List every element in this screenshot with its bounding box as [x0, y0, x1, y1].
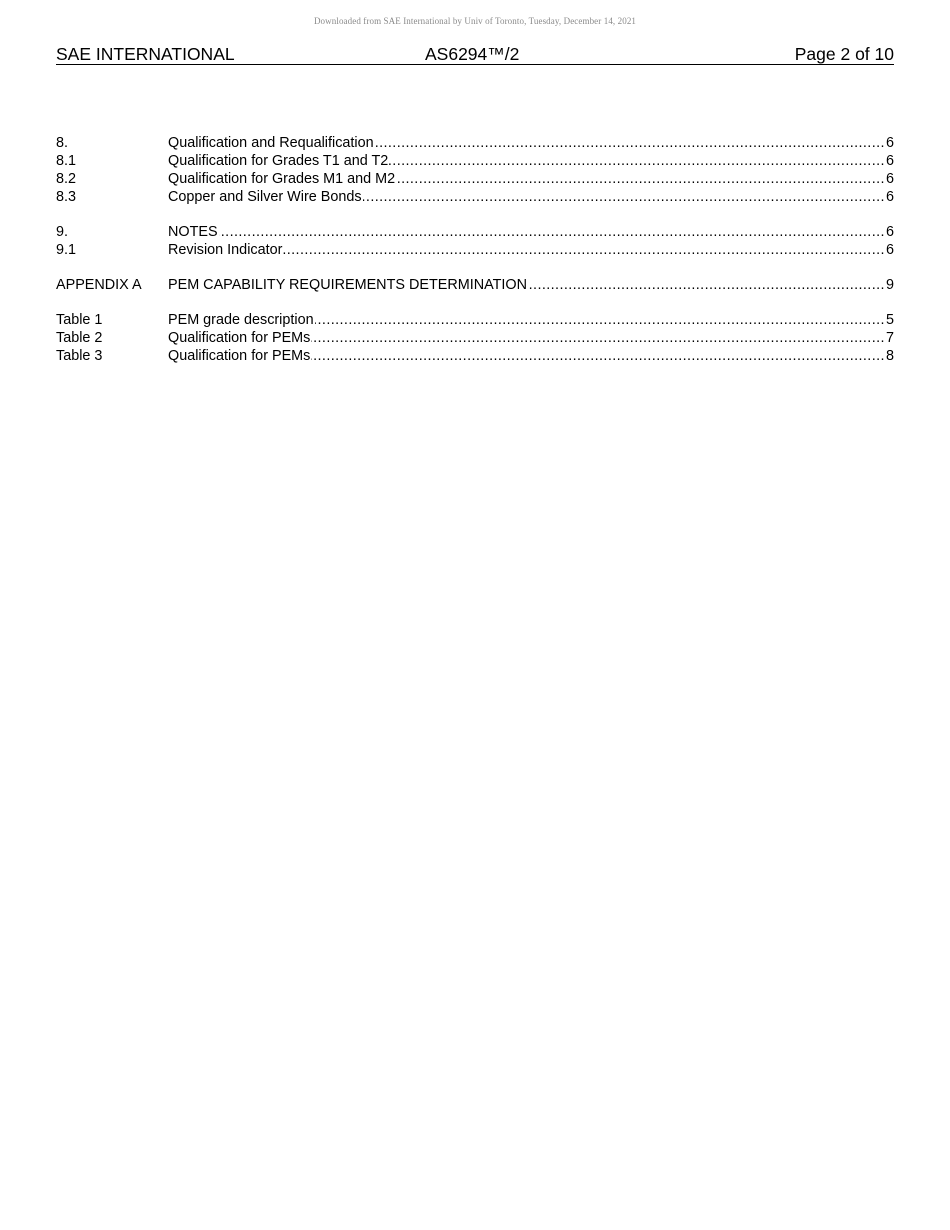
toc-entry-number: 9.1 [56, 242, 77, 258]
toc-entry-title: NOTES [168, 224, 218, 240]
toc-entry-title: Qualification for PEMs [168, 330, 311, 346]
toc-entry-number: Table 3 [56, 348, 103, 364]
toc-entry-number: 8.3 [56, 189, 77, 205]
toc-entry-page: 6 [885, 224, 894, 240]
toc-entry-title: Revision Indicator [168, 242, 283, 258]
toc-entry-table-3[interactable] [56, 347, 894, 365]
toc-entry-number: 9. [56, 224, 69, 240]
toc-entry-table-2[interactable] [56, 329, 894, 347]
toc-entry-8-2[interactable] [56, 170, 894, 188]
toc-entry-title: PEM CAPABILITY REQUIREMENTS DETERMINATION [168, 277, 528, 293]
toc-entry-number: 8.1 [56, 153, 77, 169]
page-header [56, 44, 894, 65]
toc-entry-number: Table 1 [56, 312, 103, 328]
toc-entry-page: 6 [885, 171, 894, 187]
table-of-contents [56, 134, 894, 382]
toc-entry-appendix-a[interactable] [56, 276, 894, 294]
toc-entry-number: 8. [56, 135, 69, 151]
toc-entry-page: 9 [885, 277, 894, 293]
toc-entry-title: Qualification for Grades T1 and T2 [168, 153, 389, 169]
toc-entry-page: 6 [885, 189, 894, 205]
toc-entry-number: 8.2 [56, 171, 77, 187]
document-id: AS6294™/2 [425, 44, 520, 64]
toc-entry-title: PEM grade description [168, 312, 314, 328]
toc-entry-8-3[interactable] [56, 188, 894, 206]
page-number: Page 2 of 10 [794, 44, 894, 64]
toc-entry-title: Copper and Silver Wire Bonds [168, 189, 362, 205]
toc-entry-page: 5 [885, 312, 894, 328]
toc-entry-title: Qualification for PEMs [168, 348, 311, 364]
toc-entry-title: Qualification and Requalification [168, 135, 374, 151]
download-watermark: Downloaded from SAE International by Univ of Toronto, Tuesday, December 14, 2021 [313, 16, 637, 26]
toc-entry-9-1[interactable] [56, 241, 894, 259]
toc-entry-9[interactable] [56, 223, 894, 241]
toc-entry-table-1[interactable] [56, 311, 894, 329]
toc-group-tables [56, 311, 894, 365]
toc-entry-page: 6 [885, 135, 894, 151]
toc-entry-page: 8 [885, 348, 894, 364]
toc-group-section-8 [56, 134, 894, 206]
toc-entry-page: 6 [885, 153, 894, 169]
organization-name: SAE INTERNATIONAL [56, 44, 235, 64]
toc-entry-8-1[interactable] [56, 152, 894, 170]
toc-entry-page: 7 [885, 330, 894, 346]
toc-entry-8[interactable] [56, 134, 894, 152]
toc-group-section-9 [56, 223, 894, 259]
toc-group-appendix [56, 276, 894, 294]
toc-entry-title: Qualification for Grades M1 and M2 [168, 171, 396, 187]
toc-entry-page: 6 [885, 242, 894, 258]
toc-entry-number: APPENDIX A [56, 277, 142, 293]
toc-entry-number: Table 2 [56, 330, 103, 346]
